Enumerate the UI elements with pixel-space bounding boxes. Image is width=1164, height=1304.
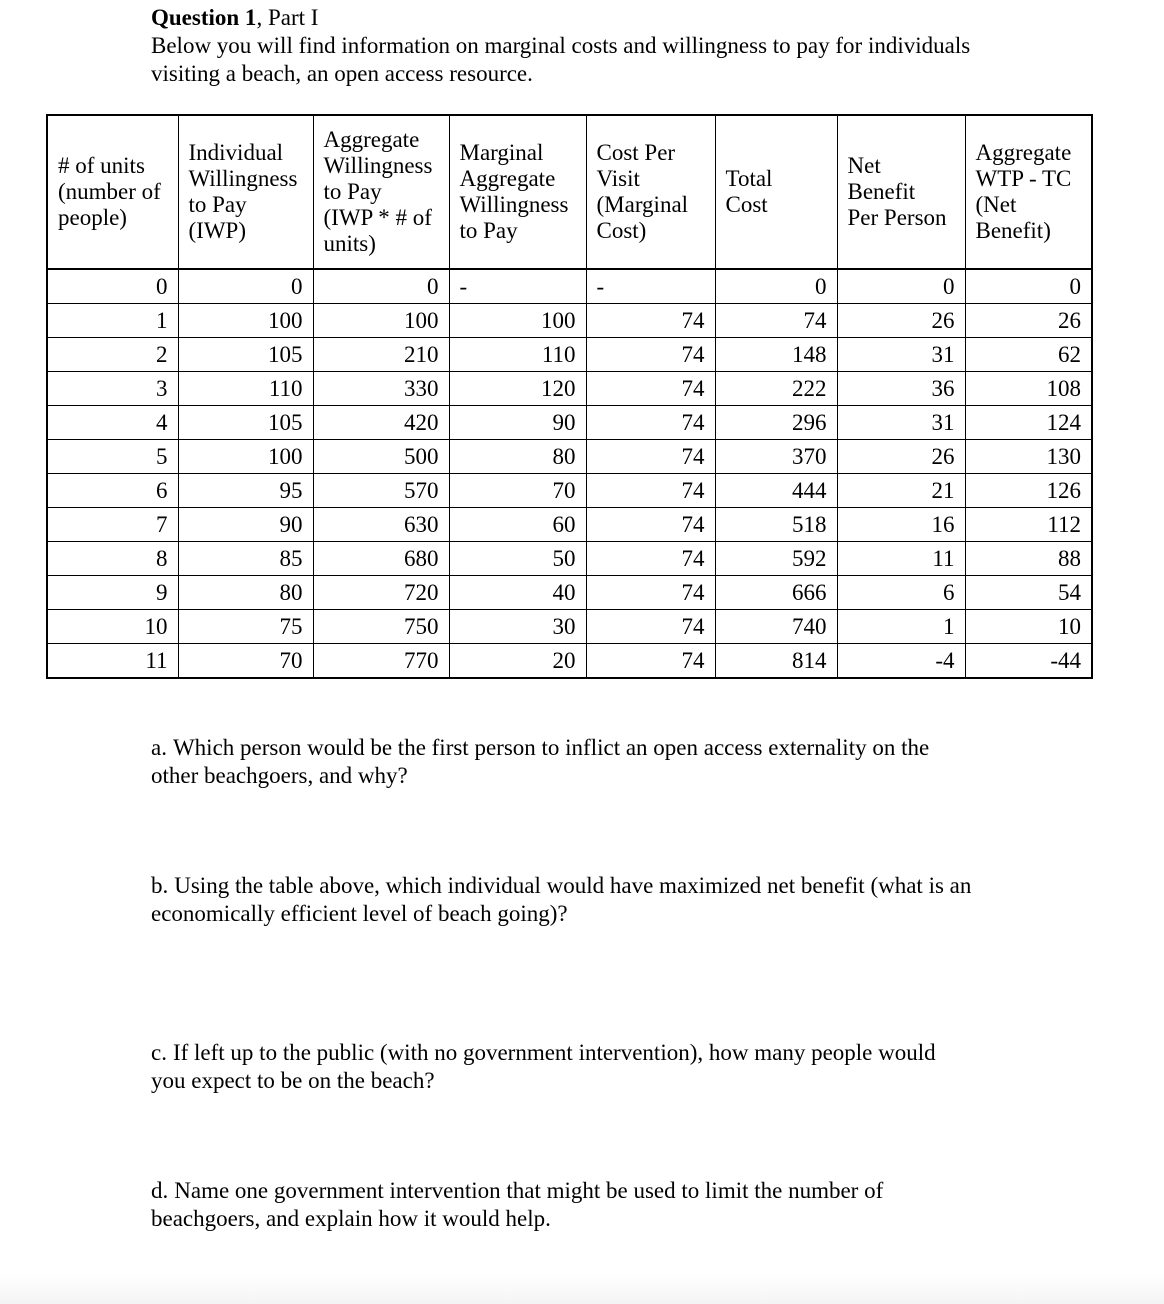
table-cell: 0: [715, 269, 837, 304]
question-d-letter: d.: [151, 1178, 169, 1203]
table-cell: 21: [837, 474, 965, 508]
column-header-line: (Net: [975, 192, 1017, 217]
table-cell: 74: [586, 542, 715, 576]
intro-line-1: Below you will find information on marginal costs and willingness to pay for individuals: [151, 33, 971, 58]
table-cell: 444: [715, 474, 837, 508]
table-cell: 7: [47, 508, 178, 542]
question-title-bold: Question 1: [151, 5, 257, 30]
table-cell: 36: [837, 372, 965, 406]
table-cell: 100: [178, 304, 313, 338]
column-header-line: to Pay: [188, 192, 247, 217]
column-header-line: Benefit: [847, 179, 916, 204]
table-cell: 74: [586, 372, 715, 406]
column-header-line: to Pay: [323, 179, 382, 204]
table-cell: -: [586, 269, 715, 304]
table-cell: -: [449, 269, 586, 304]
question-c-line-1: If left up to the public (with no government intervention), how many people would: [172, 1040, 936, 1065]
column-header-line: (number of: [58, 179, 161, 204]
table-cell: 74: [586, 406, 715, 440]
table-cell: 70: [449, 474, 586, 508]
table-cell: 26: [965, 304, 1092, 338]
table-cell: 1: [47, 304, 178, 338]
table-cell: 5: [47, 440, 178, 474]
table-cell: 570: [313, 474, 449, 508]
column-header-line: Marginal: [459, 140, 544, 165]
beach-data-table: [46, 114, 1093, 679]
table-cell: 62: [965, 338, 1092, 372]
table-cell: 74: [586, 576, 715, 610]
table-cell: 74: [715, 304, 837, 338]
table-cell: 666: [715, 576, 837, 610]
table-cell: 592: [715, 542, 837, 576]
table-cell: 74: [586, 644, 715, 679]
table-cell: 30: [449, 610, 586, 644]
table-cell: 210: [313, 338, 449, 372]
table-row: [47, 372, 1092, 406]
table-cell: 124: [965, 406, 1092, 440]
table-cell: -4: [837, 644, 965, 679]
table-cell: 0: [965, 269, 1092, 304]
table-cell: 74: [586, 440, 715, 474]
table-cell: 720: [313, 576, 449, 610]
question-b-line-2: economically efficient level of beach going)?: [151, 901, 568, 926]
table-cell: 370: [715, 440, 837, 474]
table-cell: 222: [715, 372, 837, 406]
column-header: [965, 115, 1092, 269]
table-cell: 60: [449, 508, 586, 542]
table-cell: 70: [178, 644, 313, 679]
column-header-line: Total: [725, 166, 773, 191]
column-header: [313, 115, 449, 269]
table-cell: 31: [837, 338, 965, 372]
table-cell: 2: [47, 338, 178, 372]
table-row: [47, 269, 1092, 304]
table-cell: 74: [586, 474, 715, 508]
question-b: [151, 872, 1031, 928]
column-header-line: (IWP * # of: [323, 205, 432, 230]
table-cell: 6: [837, 576, 965, 610]
table-cell: 74: [586, 610, 715, 644]
column-header-line: Aggregate: [323, 127, 420, 152]
table-cell: 112: [965, 508, 1092, 542]
table-row: [47, 474, 1092, 508]
table-cell: 10: [47, 610, 178, 644]
table-cell: 50: [449, 542, 586, 576]
column-header: [47, 115, 178, 269]
column-header-line: Benefit): [975, 218, 1051, 243]
table-cell: 26: [837, 440, 965, 474]
table-cell: 330: [313, 372, 449, 406]
table-cell: 110: [178, 372, 313, 406]
column-header-line: Aggregate: [459, 166, 556, 191]
column-header: [586, 115, 715, 269]
column-header-line: Cost: [725, 192, 768, 217]
table-row: [47, 406, 1092, 440]
table-cell: 74: [586, 304, 715, 338]
table-header-row: [47, 115, 1092, 269]
question-a: [151, 734, 1031, 790]
table-cell: 126: [965, 474, 1092, 508]
column-header: [178, 115, 313, 269]
question-d-line-1: Name one government intervention that might be used to limit the number of: [174, 1178, 884, 1203]
column-header: [449, 115, 586, 269]
column-header-line: to Pay: [459, 218, 518, 243]
table-cell: 100: [313, 304, 449, 338]
table-cell: 518: [715, 508, 837, 542]
table-cell: 120: [449, 372, 586, 406]
table-cell: 814: [715, 644, 837, 679]
table-cell: 16: [837, 508, 965, 542]
table-row: [47, 610, 1092, 644]
table-cell: 80: [178, 576, 313, 610]
table-cell: 90: [178, 508, 313, 542]
column-header-line: Willingness: [459, 192, 569, 217]
table-row: [47, 440, 1092, 474]
table-cell: 3: [47, 372, 178, 406]
table-cell: 75: [178, 610, 313, 644]
table-cell: 100: [449, 304, 586, 338]
table-cell: 88: [965, 542, 1092, 576]
table-cell: 90: [449, 406, 586, 440]
column-header-line: Willingness: [188, 166, 298, 191]
table-cell: 80: [449, 440, 586, 474]
table-cell: 1: [837, 610, 965, 644]
table-cell: 750: [313, 610, 449, 644]
question-c-letter: c.: [151, 1040, 167, 1065]
table-cell: 108: [965, 372, 1092, 406]
table-cell: 0: [313, 269, 449, 304]
table-cell: 74: [586, 338, 715, 372]
table-cell: 6: [47, 474, 178, 508]
table-cell: 105: [178, 406, 313, 440]
column-header-line: Individual: [188, 140, 284, 165]
column-header-line: Per Person: [847, 205, 947, 230]
table-cell: -44: [965, 644, 1092, 679]
table-cell: 740: [715, 610, 837, 644]
page-bottom-shade: [0, 1274, 1164, 1304]
table-cell: 0: [837, 269, 965, 304]
table-cell: 11: [837, 542, 965, 576]
table-cell: 4: [47, 406, 178, 440]
column-header-line: Cost Per: [596, 140, 676, 165]
table-cell: 770: [313, 644, 449, 679]
table-cell: 105: [178, 338, 313, 372]
question-a-line-2: other beachgoers, and why?: [151, 763, 408, 788]
question-title: [151, 4, 1111, 32]
question-title-part: , Part I: [256, 5, 319, 30]
column-header-line: Aggregate: [975, 140, 1072, 165]
table-row: [47, 304, 1092, 338]
column-header-line: Visit: [596, 166, 640, 191]
question-d-line-2: beachgoers, and explain how it would help.: [151, 1206, 551, 1231]
column-header-line: Cost): [596, 218, 647, 243]
table-cell: 110: [449, 338, 586, 372]
column-header-line: units): [323, 231, 376, 256]
table-cell: 20: [449, 644, 586, 679]
column-header-line: (Marginal: [596, 192, 689, 217]
table-cell: 100: [178, 440, 313, 474]
table-cell: 0: [47, 269, 178, 304]
table-cell: 9: [47, 576, 178, 610]
column-header-line: # of units: [58, 153, 145, 178]
question-b-letter: b.: [151, 873, 169, 898]
table-cell: 0: [178, 269, 313, 304]
question-header: [151, 4, 1111, 88]
table-cell: 54: [965, 576, 1092, 610]
table-row: [47, 338, 1092, 372]
table-cell: 85: [178, 542, 313, 576]
question-a-letter: a.: [151, 735, 167, 760]
table-cell: 11: [47, 644, 178, 679]
table-cell: 420: [313, 406, 449, 440]
column-header: [837, 115, 965, 269]
column-header-line: WTP - TC: [975, 166, 1072, 191]
column-header-line: Net: [847, 153, 881, 178]
table-cell: 74: [586, 508, 715, 542]
question-c-line-2: you expect to be on the beach?: [151, 1068, 435, 1093]
table-cell: 95: [178, 474, 313, 508]
table-cell: 296: [715, 406, 837, 440]
question-c: [151, 1039, 1031, 1095]
column-header-line: (IWP): [188, 218, 246, 243]
question-a-line-1: Which person would be the first person to inflict an open access externality on the: [172, 735, 930, 760]
question-d: [151, 1177, 1031, 1233]
question-b-line-1: Using the table above, which individual would have maximized net benefit (what is an: [174, 873, 972, 898]
table-cell: 31: [837, 406, 965, 440]
table-cell: 26: [837, 304, 965, 338]
table-cell: 10: [965, 610, 1092, 644]
table-cell: 148: [715, 338, 837, 372]
table-row: [47, 576, 1092, 610]
column-header-line: people): [58, 205, 127, 230]
table-cell: 40: [449, 576, 586, 610]
table-body: [47, 269, 1092, 678]
table-row: [47, 508, 1092, 542]
intro-line-2: visiting a beach, an open access resource.: [151, 61, 533, 86]
table-cell: 680: [313, 542, 449, 576]
table-cell: 630: [313, 508, 449, 542]
table-cell: 8: [47, 542, 178, 576]
table-row: [47, 644, 1092, 679]
column-header-line: Willingness: [323, 153, 433, 178]
table-row: [47, 542, 1092, 576]
column-header: [715, 115, 837, 269]
table-cell: 500: [313, 440, 449, 474]
table-cell: 130: [965, 440, 1092, 474]
